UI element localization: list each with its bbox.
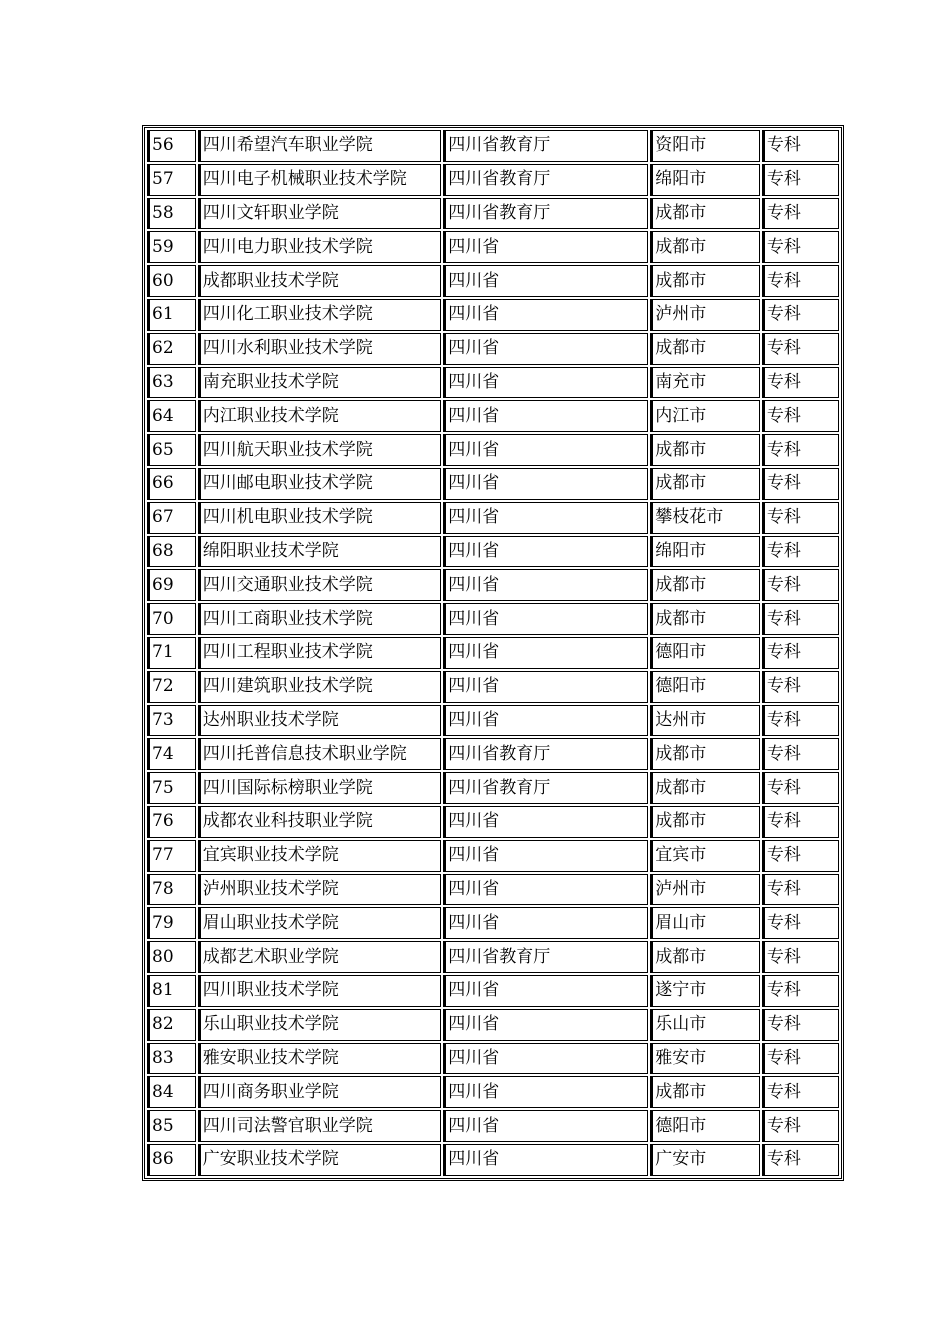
education-level-cell: 专科 xyxy=(762,434,839,466)
table-row xyxy=(147,840,839,872)
competent-authority-cell: 四川省 xyxy=(443,468,648,500)
education-level-cell: 专科 xyxy=(762,400,839,432)
row-number-cell: 67 xyxy=(147,502,196,534)
table-row xyxy=(147,333,839,365)
education-level-cell: 专科 xyxy=(762,738,839,770)
college-name-cell: 四川职业技术学院 xyxy=(198,975,442,1007)
row-number-cell: 70 xyxy=(147,603,196,635)
competent-authority-cell: 四川省 xyxy=(443,1076,648,1108)
college-name-cell: 雅安职业技术学院 xyxy=(198,1043,442,1075)
city-cell: 泸州市 xyxy=(650,874,760,906)
row-number-cell: 69 xyxy=(147,569,196,601)
education-level-cell: 专科 xyxy=(762,1110,839,1142)
education-level-cell: 专科 xyxy=(762,603,839,635)
row-number-cell: 72 xyxy=(147,671,196,703)
education-level-cell: 专科 xyxy=(762,705,839,737)
city-cell: 成都市 xyxy=(650,569,760,601)
education-level-cell: 专科 xyxy=(762,468,839,500)
row-number-cell: 59 xyxy=(147,231,196,263)
row-number-cell: 62 xyxy=(147,333,196,365)
table-row xyxy=(147,502,839,534)
education-level-cell: 专科 xyxy=(762,164,839,196)
city-cell: 乐山市 xyxy=(650,1009,760,1041)
city-cell: 成都市 xyxy=(650,434,760,466)
row-number-cell: 61 xyxy=(147,299,196,331)
city-cell: 成都市 xyxy=(650,1076,760,1108)
college-name-cell: 内江职业技术学院 xyxy=(198,400,442,432)
education-level-cell: 专科 xyxy=(762,536,839,568)
college-name-cell: 成都艺术职业学院 xyxy=(198,941,442,973)
table-row xyxy=(147,1110,839,1142)
competent-authority-cell: 四川省 xyxy=(443,265,648,297)
city-cell: 雅安市 xyxy=(650,1043,760,1075)
college-name-cell: 成都职业技术学院 xyxy=(198,265,442,297)
table-row xyxy=(147,536,839,568)
city-cell: 绵阳市 xyxy=(650,164,760,196)
competent-authority-cell: 四川省 xyxy=(443,907,648,939)
city-cell: 绵阳市 xyxy=(650,536,760,568)
competent-authority-cell: 四川省 xyxy=(443,231,648,263)
city-cell: 成都市 xyxy=(650,806,760,838)
table-row xyxy=(147,130,839,162)
college-name-cell: 宜宾职业技术学院 xyxy=(198,840,442,872)
education-level-cell: 专科 xyxy=(762,265,839,297)
table-row xyxy=(147,705,839,737)
table-row xyxy=(147,738,839,770)
education-level-cell: 专科 xyxy=(762,874,839,906)
row-number-cell: 64 xyxy=(147,400,196,432)
city-cell: 德阳市 xyxy=(650,1110,760,1142)
city-cell: 攀枝花市 xyxy=(650,502,760,534)
college-name-cell: 南充职业技术学院 xyxy=(198,367,442,399)
competent-authority-cell: 四川省 xyxy=(443,333,648,365)
competent-authority-cell: 四川省 xyxy=(443,840,648,872)
competent-authority-cell: 四川省 xyxy=(443,671,648,703)
college-name-cell: 四川水利职业技术学院 xyxy=(198,333,442,365)
table-row xyxy=(147,400,839,432)
education-level-cell: 专科 xyxy=(762,299,839,331)
competent-authority-cell: 四川省 xyxy=(443,299,648,331)
city-cell: 德阳市 xyxy=(650,637,760,669)
college-table-frame xyxy=(142,125,844,1181)
education-level-cell: 专科 xyxy=(762,941,839,973)
city-cell: 遂宁市 xyxy=(650,975,760,1007)
table-row xyxy=(147,367,839,399)
row-number-cell: 79 xyxy=(147,907,196,939)
city-cell: 成都市 xyxy=(650,468,760,500)
city-cell: 德阳市 xyxy=(650,671,760,703)
college-name-cell: 四川司法警官职业学院 xyxy=(198,1110,442,1142)
college-table-body xyxy=(147,130,839,1176)
competent-authority-cell: 四川省教育厅 xyxy=(443,164,648,196)
education-level-cell: 专科 xyxy=(762,907,839,939)
row-number-cell: 83 xyxy=(147,1043,196,1075)
education-level-cell: 专科 xyxy=(762,671,839,703)
college-name-cell: 四川电力职业技术学院 xyxy=(198,231,442,263)
competent-authority-cell: 四川省 xyxy=(443,705,648,737)
city-cell: 内江市 xyxy=(650,400,760,432)
row-number-cell: 60 xyxy=(147,265,196,297)
education-level-cell: 专科 xyxy=(762,1144,839,1176)
competent-authority-cell: 四川省 xyxy=(443,1110,648,1142)
table-row xyxy=(147,671,839,703)
competent-authority-cell: 四川省 xyxy=(443,367,648,399)
table-row xyxy=(147,603,839,635)
table-row xyxy=(147,468,839,500)
table-row xyxy=(147,806,839,838)
table-row xyxy=(147,907,839,939)
college-name-cell: 眉山职业技术学院 xyxy=(198,907,442,939)
row-number-cell: 73 xyxy=(147,705,196,737)
education-level-cell: 专科 xyxy=(762,637,839,669)
row-number-cell: 78 xyxy=(147,874,196,906)
college-name-cell: 四川交通职业技术学院 xyxy=(198,569,442,601)
table-row xyxy=(147,1144,839,1176)
college-name-cell: 四川希望汽车职业学院 xyxy=(198,130,442,162)
college-name-cell: 四川国际标榜职业学院 xyxy=(198,772,442,804)
competent-authority-cell: 四川省 xyxy=(443,1144,648,1176)
education-level-cell: 专科 xyxy=(762,367,839,399)
city-cell: 成都市 xyxy=(650,198,760,230)
competent-authority-cell: 四川省 xyxy=(443,874,648,906)
college-name-cell: 泸州职业技术学院 xyxy=(198,874,442,906)
table-row xyxy=(147,1009,839,1041)
college-table xyxy=(145,128,841,1178)
college-name-cell: 四川邮电职业技术学院 xyxy=(198,468,442,500)
competent-authority-cell: 四川省 xyxy=(443,400,648,432)
competent-authority-cell: 四川省教育厅 xyxy=(443,738,648,770)
table-row xyxy=(147,637,839,669)
row-number-cell: 84 xyxy=(147,1076,196,1108)
education-level-cell: 专科 xyxy=(762,198,839,230)
city-cell: 成都市 xyxy=(650,265,760,297)
table-row xyxy=(147,874,839,906)
competent-authority-cell: 四川省 xyxy=(443,569,648,601)
college-name-cell: 四川机电职业技术学院 xyxy=(198,502,442,534)
city-cell: 南充市 xyxy=(650,367,760,399)
college-name-cell: 四川文轩职业学院 xyxy=(198,198,442,230)
row-number-cell: 82 xyxy=(147,1009,196,1041)
row-number-cell: 71 xyxy=(147,637,196,669)
competent-authority-cell: 四川省 xyxy=(443,806,648,838)
competent-authority-cell: 四川省 xyxy=(443,1043,648,1075)
row-number-cell: 65 xyxy=(147,434,196,466)
competent-authority-cell: 四川省教育厅 xyxy=(443,198,648,230)
city-cell: 成都市 xyxy=(650,941,760,973)
table-row xyxy=(147,1076,839,1108)
row-number-cell: 81 xyxy=(147,975,196,1007)
college-name-cell: 四川航天职业技术学院 xyxy=(198,434,442,466)
city-cell: 宜宾市 xyxy=(650,840,760,872)
competent-authority-cell: 四川省 xyxy=(443,975,648,1007)
education-level-cell: 专科 xyxy=(762,975,839,1007)
city-cell: 泸州市 xyxy=(650,299,760,331)
row-number-cell: 68 xyxy=(147,536,196,568)
education-level-cell: 专科 xyxy=(762,130,839,162)
competent-authority-cell: 四川省 xyxy=(443,637,648,669)
row-number-cell: 58 xyxy=(147,198,196,230)
city-cell: 资阳市 xyxy=(650,130,760,162)
city-cell: 眉山市 xyxy=(650,907,760,939)
college-name-cell: 四川工程职业技术学院 xyxy=(198,637,442,669)
college-name-cell: 达州职业技术学院 xyxy=(198,705,442,737)
table-row xyxy=(147,164,839,196)
city-cell: 广安市 xyxy=(650,1144,760,1176)
competent-authority-cell: 四川省 xyxy=(443,1009,648,1041)
college-name-cell: 广安职业技术学院 xyxy=(198,1144,442,1176)
row-number-cell: 66 xyxy=(147,468,196,500)
college-name-cell: 乐山职业技术学院 xyxy=(198,1009,442,1041)
education-level-cell: 专科 xyxy=(762,333,839,365)
competent-authority-cell: 四川省 xyxy=(443,603,648,635)
college-name-cell: 四川电子机械职业技术学院 xyxy=(198,164,442,196)
education-level-cell: 专科 xyxy=(762,840,839,872)
row-number-cell: 63 xyxy=(147,367,196,399)
college-name-cell: 四川化工职业技术学院 xyxy=(198,299,442,331)
college-name-cell: 四川商务职业学院 xyxy=(198,1076,442,1108)
education-level-cell: 专科 xyxy=(762,806,839,838)
college-name-cell: 四川托普信息技术职业学院 xyxy=(198,738,442,770)
education-level-cell: 专科 xyxy=(762,1009,839,1041)
row-number-cell: 56 xyxy=(147,130,196,162)
competent-authority-cell: 四川省 xyxy=(443,434,648,466)
table-row xyxy=(147,941,839,973)
competent-authority-cell: 四川省教育厅 xyxy=(443,772,648,804)
education-level-cell: 专科 xyxy=(762,502,839,534)
education-level-cell: 专科 xyxy=(762,231,839,263)
city-cell: 成都市 xyxy=(650,738,760,770)
table-row xyxy=(147,265,839,297)
row-number-cell: 75 xyxy=(147,772,196,804)
education-level-cell: 专科 xyxy=(762,772,839,804)
table-row xyxy=(147,975,839,1007)
table-row xyxy=(147,569,839,601)
college-name-cell: 四川建筑职业技术学院 xyxy=(198,671,442,703)
college-name-cell: 绵阳职业技术学院 xyxy=(198,536,442,568)
row-number-cell: 76 xyxy=(147,806,196,838)
table-row xyxy=(147,1043,839,1075)
row-number-cell: 85 xyxy=(147,1110,196,1142)
table-row xyxy=(147,198,839,230)
education-level-cell: 专科 xyxy=(762,569,839,601)
competent-authority-cell: 四川省教育厅 xyxy=(443,941,648,973)
row-number-cell: 77 xyxy=(147,840,196,872)
table-row xyxy=(147,434,839,466)
education-level-cell: 专科 xyxy=(762,1043,839,1075)
competent-authority-cell: 四川省 xyxy=(443,536,648,568)
city-cell: 成都市 xyxy=(650,772,760,804)
row-number-cell: 57 xyxy=(147,164,196,196)
city-cell: 成都市 xyxy=(650,231,760,263)
education-level-cell: 专科 xyxy=(762,1076,839,1108)
table-row xyxy=(147,231,839,263)
row-number-cell: 86 xyxy=(147,1144,196,1176)
table-row xyxy=(147,299,839,331)
city-cell: 达州市 xyxy=(650,705,760,737)
row-number-cell: 74 xyxy=(147,738,196,770)
city-cell: 成都市 xyxy=(650,603,760,635)
row-number-cell: 80 xyxy=(147,941,196,973)
table-row xyxy=(147,772,839,804)
competent-authority-cell: 四川省教育厅 xyxy=(443,130,648,162)
city-cell: 成都市 xyxy=(650,333,760,365)
college-name-cell: 成都农业科技职业学院 xyxy=(198,806,442,838)
competent-authority-cell: 四川省 xyxy=(443,502,648,534)
college-name-cell: 四川工商职业技术学院 xyxy=(198,603,442,635)
